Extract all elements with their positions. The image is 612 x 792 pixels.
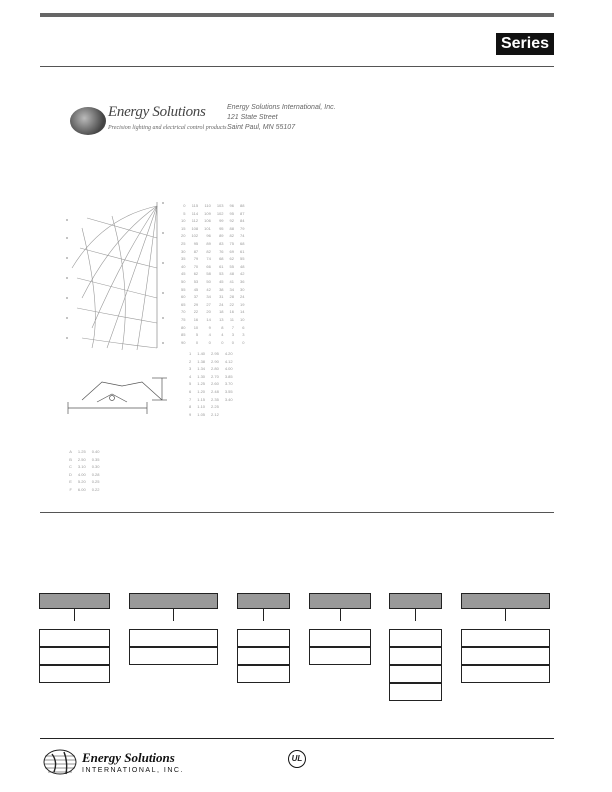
table-row: A 1.25 0.40 xyxy=(69,449,100,454)
footer-company-name: Energy Solutions xyxy=(82,750,175,765)
table-row: 80 10 9 8 7 6 xyxy=(181,324,245,330)
summary-data-table xyxy=(186,350,236,418)
table-row: 60 37 34 31 28 24 xyxy=(181,294,245,300)
order-group-3-option-1 xyxy=(237,629,290,647)
table-row: B 2.50 0.35 xyxy=(69,456,100,462)
order-group-2-option-2 xyxy=(129,647,218,665)
order-group-2-option-1 xyxy=(129,629,218,647)
order-group-4-option-1 xyxy=(309,629,371,647)
table-row: 25 95 89 83 75 68 xyxy=(181,240,245,246)
address-company: Energy Solutions International, Inc. xyxy=(227,104,336,111)
table-row: 45 62 58 53 48 42 xyxy=(181,271,245,277)
order-group-1-option-3 xyxy=(39,665,110,683)
order-group-5-option-1 xyxy=(389,629,442,647)
table-row: 5 114 109 102 95 87 xyxy=(183,210,245,216)
header-divider xyxy=(40,66,554,67)
table-row: 0 115 110 103 96 88 xyxy=(183,203,245,208)
address-city: Saint Paul, MN 55107 xyxy=(227,124,296,131)
order-group-4-connector xyxy=(340,609,341,621)
table-row: 50 53 50 45 41 36 xyxy=(181,278,245,284)
table-row: F 6.00 0.22 xyxy=(69,486,100,492)
table-row: 65 29 27 24 22 19 xyxy=(181,301,245,307)
table-row: 75 16 14 13 11 10 xyxy=(181,316,245,322)
table-row: 9 1.05 2.12 xyxy=(189,411,219,417)
order-group-5-connector xyxy=(415,609,416,621)
candela-data-table xyxy=(178,202,247,346)
small-data-table xyxy=(66,448,102,494)
table-row: 20 102 96 89 82 74 xyxy=(181,233,245,239)
table-row: 55 45 42 38 34 30 xyxy=(181,286,245,292)
table-row: 15 108 101 95 88 79 xyxy=(181,225,245,231)
order-group-6-header xyxy=(461,593,550,609)
order-group-1-connector xyxy=(74,609,75,621)
table-row: 2 1.38 2.90 4.12 xyxy=(189,358,233,364)
table-row: C 3.10 0.30 xyxy=(69,464,100,470)
order-group-2-header xyxy=(129,593,218,609)
order-group-3-option-2 xyxy=(237,647,290,665)
fixture-dimension-drawing xyxy=(62,372,172,424)
section-divider xyxy=(40,512,554,513)
order-group-6-option-1 xyxy=(461,629,550,647)
table-row: 6 1.20 2.48 3.55 xyxy=(189,388,233,394)
table-row: 40 70 66 61 55 48 xyxy=(181,263,245,269)
order-group-4-header xyxy=(309,593,371,609)
table-row: E 5.20 0.25 xyxy=(69,479,100,485)
table-row: 8 1.10 2.25 xyxy=(189,404,219,410)
order-group-5-option-2 xyxy=(389,647,442,665)
table-row: 85 5 4 4 3 3 xyxy=(181,332,245,338)
table-row: D 4.00 0.28 xyxy=(69,471,100,477)
order-group-5-option-3 xyxy=(389,665,442,683)
order-group-3-connector xyxy=(263,609,264,621)
footer-globe-icon xyxy=(42,748,78,776)
order-group-1-option-1 xyxy=(39,629,110,647)
table-row: 7 1.15 2.35 3.40 xyxy=(189,396,233,402)
top-rule xyxy=(40,13,554,17)
footer-rule xyxy=(40,738,554,739)
logo-name: Energy Solutions xyxy=(108,104,206,120)
order-group-6-option-2 xyxy=(461,647,550,665)
table-row: 90 0 0 0 0 0 xyxy=(181,339,245,345)
order-group-2-connector xyxy=(173,609,174,621)
table-row: 10 112 106 99 92 84 xyxy=(181,218,245,224)
ul-listed-icon: UL xyxy=(288,750,306,768)
table-row: 30 87 82 76 69 61 xyxy=(181,248,245,254)
order-group-4-option-2 xyxy=(309,647,371,665)
logo-tagline: Precision lighting and electrical control products xyxy=(108,125,227,131)
order-group-5-option-4 xyxy=(389,683,442,701)
order-group-3-header xyxy=(237,593,290,609)
footer-company-sub: INTERNATIONAL, INC. xyxy=(82,767,184,774)
polar-distribution-diagram xyxy=(62,198,168,358)
order-group-6-option-3 xyxy=(461,665,550,683)
order-group-1-option-2 xyxy=(39,647,110,665)
order-group-5-header xyxy=(389,593,442,609)
table-row: 35 79 74 68 62 55 xyxy=(181,256,245,262)
order-group-3-option-3 xyxy=(237,665,290,683)
table-row: 4 1.30 2.70 3.85 xyxy=(189,373,233,379)
order-group-6-connector xyxy=(505,609,506,621)
table-row: 1 1.40 2.95 4.20 xyxy=(189,351,233,356)
table-row: 3 1.34 2.80 4.00 xyxy=(189,366,233,372)
order-group-1-header xyxy=(39,593,110,609)
globe-logo-icon xyxy=(70,107,106,135)
series-badge: Series xyxy=(496,33,554,55)
table-row: 70 22 20 18 16 14 xyxy=(181,309,245,315)
table-row: 5 1.25 2.60 3.70 xyxy=(189,381,233,387)
address-street: 121 State Street xyxy=(227,114,278,121)
